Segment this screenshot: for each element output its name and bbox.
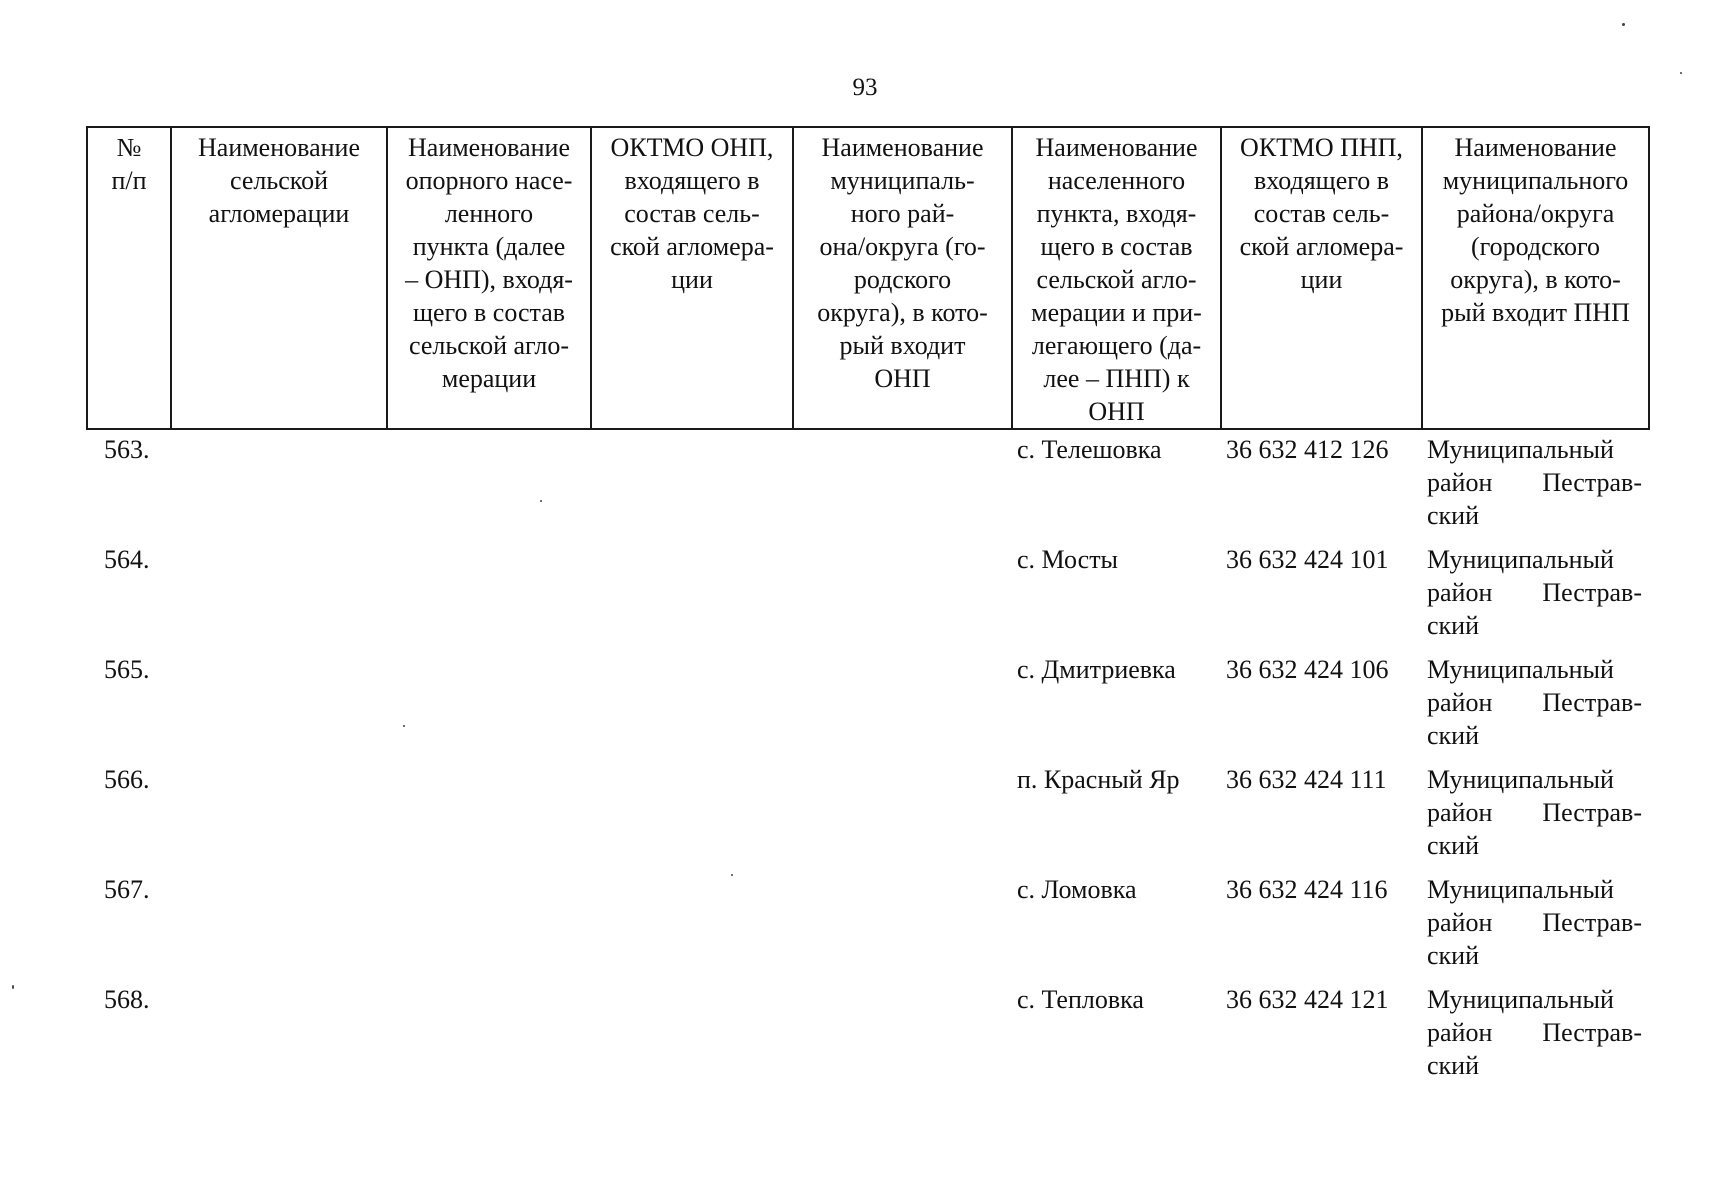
district-line: Муниципальный	[1427, 985, 1614, 1014]
pnp-oktmo-cell: 36 632 424 121	[1226, 985, 1389, 1014]
pnp-oktmo-cell: 36 632 424 106	[1226, 655, 1389, 684]
column-header-pnp-district: Наименование муниципального района/округа (городского округа), в кото- рый входит ПНП	[1422, 127, 1649, 429]
table-row	[86, 873, 1648, 983]
scan-speck	[12, 985, 14, 989]
page-number: 93	[852, 74, 878, 101]
scan-speck	[1622, 23, 1625, 26]
pnp-district-cell	[1421, 763, 1648, 873]
onp-district-cell	[792, 763, 1011, 873]
onp-oktmo-cell	[590, 653, 792, 763]
agglomeration-cell	[170, 543, 386, 653]
district-line: Муниципальный	[1427, 655, 1614, 684]
pnp-district-cell	[1421, 433, 1648, 543]
district-line: район Пестрав-	[1427, 468, 1642, 497]
district-line: Муниципальный	[1427, 875, 1614, 904]
table-row	[86, 653, 1648, 763]
onp-cell	[386, 873, 590, 983]
row-number: 564.	[104, 545, 150, 574]
agglomeration-cell	[170, 983, 386, 1093]
pnp-district-cell	[1421, 543, 1648, 653]
pnp-oktmo-cell: 36 632 424 101	[1226, 545, 1389, 574]
column-header-onp: Наименование опорного насе- ленного пункта (далее – ОНП), входя- щего в состав сельской агло- мерации	[387, 127, 591, 429]
onp-district-cell	[792, 873, 1011, 983]
column-header-pnp: Наименование населенного пункта, входя- щего в состав сельской агло- мерации и при- легающего (да- лее – ПНП) к ОНП	[1012, 127, 1221, 429]
pnp-district-cell	[1421, 873, 1648, 983]
district-line: ский	[1427, 1051, 1479, 1080]
district-line: район Пестрав-	[1427, 578, 1642, 607]
table-header	[86, 126, 1650, 430]
pnp-oktmo-cell: 36 632 412 126	[1226, 435, 1389, 464]
pnp-name-cell: с. Мосты	[1017, 545, 1119, 574]
onp-district-cell	[792, 983, 1011, 1093]
pnp-name-cell: с. Дмитриевка	[1017, 655, 1176, 684]
row-number: 567.	[104, 875, 150, 904]
pnp-name-cell: п. Красный Яр	[1017, 765, 1180, 794]
table-row	[86, 543, 1648, 653]
column-header-number: № п/п	[87, 127, 171, 429]
onp-cell	[386, 983, 590, 1093]
pnp-name-cell: с. Тепловка	[1017, 985, 1144, 1014]
district-line: район Пестрав-	[1427, 1018, 1642, 1047]
district-line: Муниципальный	[1427, 545, 1614, 574]
onp-district-cell	[792, 543, 1011, 653]
onp-district-cell	[792, 653, 1011, 763]
onp-district-cell	[792, 433, 1011, 543]
column-header-onp-district: Наименование муниципаль- ного рай- она/округа (го- родского округа), в кото- рый входит ОНП	[793, 127, 1012, 429]
pnp-oktmo-cell: 36 632 424 116	[1226, 875, 1388, 904]
table-row	[86, 433, 1648, 543]
column-header-pnp-oktmo: ОКТМО ПНП, входящего в состав сель- ской агломера- ции	[1221, 127, 1422, 429]
onp-cell	[386, 543, 590, 653]
district-line: район Пестрав-	[1427, 798, 1642, 827]
agglomeration-cell	[170, 433, 386, 543]
agglomeration-cell	[170, 763, 386, 873]
pnp-district-cell	[1421, 653, 1648, 763]
agglomeration-cell	[170, 653, 386, 763]
table-row	[86, 983, 1648, 1093]
district-line: Муниципальный	[1427, 765, 1614, 794]
district-line: ский	[1427, 611, 1479, 640]
pnp-district-cell	[1421, 983, 1648, 1093]
district-line: ский	[1427, 501, 1479, 530]
table-row	[86, 763, 1648, 873]
row-number: 565.	[104, 655, 150, 684]
onp-cell	[386, 763, 590, 873]
district-line: район Пестрав-	[1427, 688, 1642, 717]
row-number: 566.	[104, 765, 150, 794]
column-header-onp-oktmo: ОКТМО ОНП, входящего в состав сель- ской агломера- ции	[591, 127, 793, 429]
pnp-name-cell: с. Ломовка	[1017, 875, 1137, 904]
onp-oktmo-cell	[590, 433, 792, 543]
onp-oktmo-cell	[590, 873, 792, 983]
district-line: ский	[1427, 941, 1479, 970]
row-number: 568.	[104, 985, 150, 1014]
district-line: ский	[1427, 831, 1479, 860]
column-header-agglomeration: Наименование сельской агломерации	[171, 127, 387, 429]
onp-cell	[386, 433, 590, 543]
district-line: ский	[1427, 721, 1479, 750]
onp-cell	[386, 653, 590, 763]
row-number: 563.	[104, 435, 150, 464]
pnp-name-cell: с. Телешовка	[1017, 435, 1162, 464]
onp-oktmo-cell	[590, 763, 792, 873]
onp-oktmo-cell	[590, 543, 792, 653]
onp-oktmo-cell	[590, 983, 792, 1093]
district-line: Муниципальный	[1427, 435, 1614, 464]
table-body	[86, 433, 1648, 1093]
district-line: район Пестрав-	[1427, 908, 1642, 937]
agglomeration-cell	[170, 873, 386, 983]
pnp-oktmo-cell: 36 632 424 111	[1226, 765, 1387, 794]
